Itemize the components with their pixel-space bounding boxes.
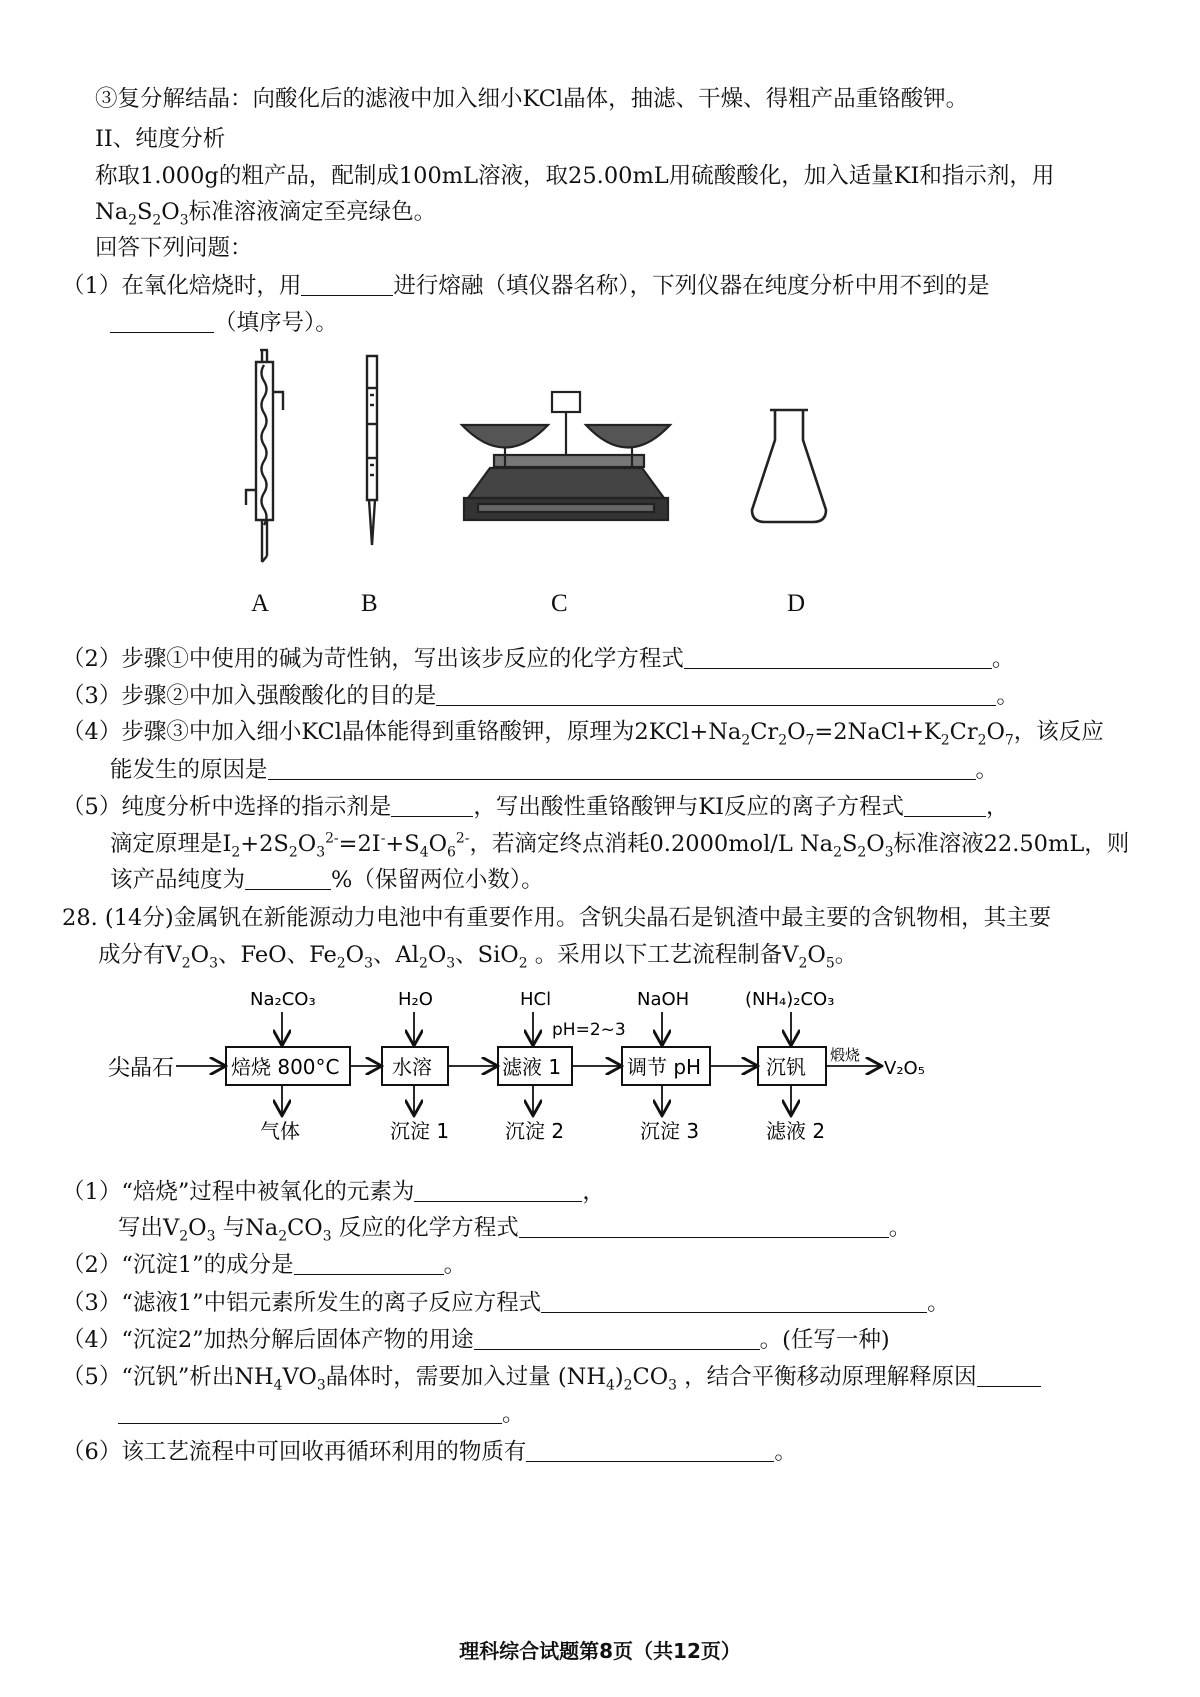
flow-ph-note: pH=2~3 [552,1020,626,1040]
answer-blank[interactable] [684,646,992,669]
instrument-label-b: B [361,590,378,617]
flow-output-precipitate3: 沉淀 3 [640,1119,700,1143]
flow-box-filtrate1: 滤液 1 [502,1055,562,1079]
answer-blank[interactable] [977,1364,1041,1387]
flow-input-hcl: HCl [520,989,552,1010]
q27-5-line2: 滴定原理是$I_2+2S_2O_3^{2-}=2I^-+S_4O_6^{2-}$，若滴定终点消耗0.2000mol/L $Na_2S_2O_3$标准溶液22.50mL，则 [110,830,1130,861]
q27-3: （3）步骤②中加入强酸酸化的目的是 。 [62,683,1019,709]
flow-output-precipitate1: 沉淀 1 [390,1119,450,1143]
q28-2: （2）“沉淀1”的成分是 。 [62,1252,467,1278]
q28-3: （3）“滤液1”中铝元素所发生的离子反应方程式 。 [62,1290,950,1316]
flow-input-h2o: H₂O [398,989,433,1010]
instrument-figures [0,340,1200,580]
flow-output-gas: 气体 [260,1119,300,1143]
answer-blank[interactable] [526,1439,774,1462]
q27-4-line2: 能发生的原因是 。 [110,757,999,783]
answer-blank[interactable] [541,1290,927,1313]
conical-flask-icon [752,410,826,522]
flow-product-label: V₂O₅ [884,1058,925,1079]
weigh-line-1: 称取1.000g的粗产品，配制成100mL溶液，取25.00mL用硫酸酸化，加入适量KI和指示剂，用 [95,163,1055,189]
q27-1-line1: （1）在氧化焙烧时，用 进行熔融（填仪器名称），下列仪器在纯度分析中用不到的是 [62,273,990,299]
answer-blank[interactable] [414,1179,582,1202]
q28-1-line1: （1）“焙烧”过程中被氧化的元素为 ， [62,1179,605,1205]
process-flow-diagram [0,975,1200,1155]
step3-text: ③复分解结晶：向酸化后的滤液中加入细小KCl晶体，抽滤、干燥、得粗产品重铬酸钾。 [95,86,969,112]
condenser-icon [246,350,283,562]
q28-5-line2: 。 [118,1399,525,1429]
flow-box-adjust-ph: 调节 pH [627,1055,702,1079]
burette-icon [367,356,377,545]
answer-blank[interactable] [268,757,976,780]
q28-1-line2: 写出$V_2O_3$ 与$Na_2CO_3$ 反应的化学方程式 。 [118,1215,912,1245]
flow-calcine-label: 煅烧 [830,1046,861,1064]
flow-input-naoh: NaOH [637,989,690,1010]
answer-blank[interactable] [904,794,986,817]
answer-blank[interactable] [519,1215,889,1238]
q27-2: （2）步骤①中使用的碱为苛性钠，写出该步反应的化学方程式 。 [62,646,1015,672]
q28-stem-line2: 成分有$V_2O_3$、FeO、$Fe_2O_3$、$Al_2O_3$、SiO$_2$ 。采用以下工艺流程制备$V_2O_5$。 [98,942,858,972]
balance-scale-icon [462,392,670,520]
answer-blank[interactable] [301,273,393,296]
q28-5-line1: （5）“沉钒”析出$NH_4VO_3$晶体时，需要加入过量 $(NH_4)_2CO_3$ ，结合平衡移动原理解释原因 [62,1362,1041,1392]
answer-prompt: 回答下列问题： [95,235,253,261]
page-footer: 理科综合试题第8页（共12页） [459,1639,741,1663]
flow-box-roast: 焙烧 800°C [231,1055,340,1079]
q28-6: （6）该工艺流程中可回收再循环利用的物质有 。 [62,1439,797,1465]
flow-input-nh4-2co3: (NH₄)₂CO₃ [745,989,835,1010]
flow-input-na2co3: Na₂CO₃ [250,989,316,1010]
instrument-label-a: A [251,590,270,617]
q28-4: （4）“沉淀2”加热分解后固体产物的用途 。(任写一种) [62,1327,890,1353]
section-purity-heading: II、纯度分析 [95,126,226,152]
answer-blank[interactable] [474,1327,760,1350]
flow-start-label: 尖晶石 [108,1056,175,1081]
answer-blank[interactable] [118,1401,502,1424]
q27-1-line2: （填序号）。 [110,308,338,338]
q28-stem-line1: 28. (14分)金属钒在新能源动力电池中有重要作用。含钒尖晶石是钒渣中最主要的含钒物相，其主要 [62,905,1052,931]
answer-blank[interactable] [391,794,473,817]
answer-blank[interactable] [110,310,214,333]
flow-box-dissolve: 水溶 [392,1055,432,1079]
answer-blank[interactable] [436,683,996,706]
weigh-line-2: $Na_2S_2O_3$标准溶液滴定至亮绿色。 [95,199,437,229]
flow-output-precipitate2: 沉淀 2 [505,1119,565,1143]
answer-blank[interactable] [294,1252,444,1275]
instrument-label-d: D [787,590,806,617]
q27-4-line1: （4）步骤③中加入细小KCl晶体能得到重铬酸钾，原理为$2KCl+Na_2Cr_2O_7=2NaCl+K_2Cr_2O_7$，该反应 [62,719,1104,749]
flow-box-precipitate-v: 沉钒 [766,1055,806,1079]
instrument-label-c: C [551,590,568,617]
flow-output-filtrate2: 滤液 2 [766,1119,826,1143]
q27-5-line1: （5）纯度分析中选择的指示剂是 ，写出酸性重铬酸钾与KI反应的离子方程式 ， [62,794,1009,820]
q27-5-line3: 该产品纯度为 %（保留两位小数）。 [110,867,544,893]
answer-blank[interactable] [245,867,331,890]
